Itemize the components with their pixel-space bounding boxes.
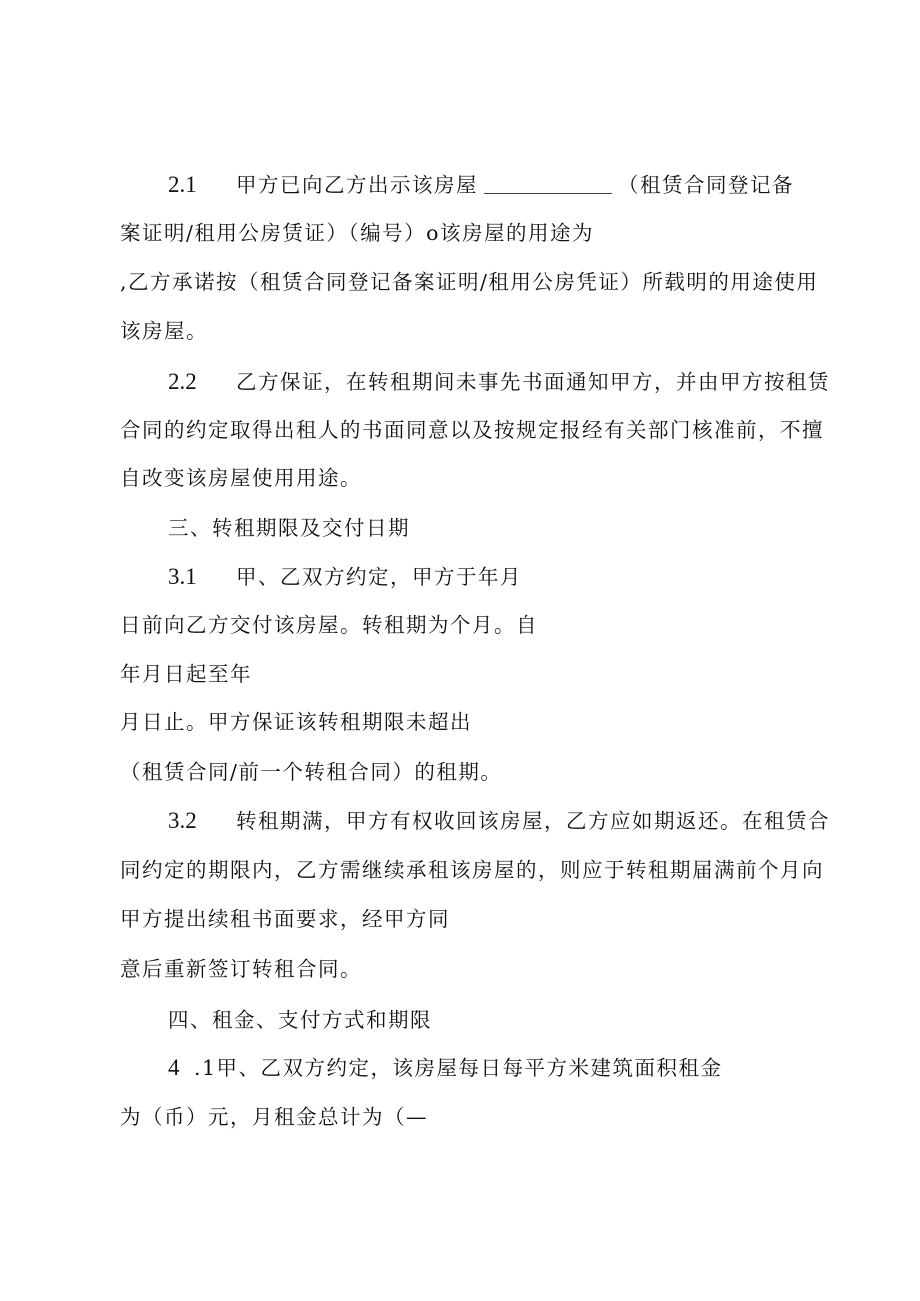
- clause-text: .1甲、乙双方约定，该房屋每日每平方米建筑面积租金: [194, 1056, 723, 1080]
- clause-2-2-line-2: 合同的约定取得出租人的书面同意以及按规定报经有关部门核准前，不擅: [120, 418, 824, 442]
- section-3-heading: 三、转租期限及交付日期: [168, 516, 410, 540]
- clause-3-2-line-3: 甲方提出续租书面要求，经甲方同: [120, 907, 450, 931]
- clause-number: 2.1: [168, 172, 197, 197]
- clause-3-1-line-5: （租赁合同/前一个转租合同）的租期。: [120, 760, 503, 784]
- clause-text: 转租期满，甲方有权收回该房屋，乙方应如期返还。在租赁合: [236, 809, 830, 833]
- clause-text: 乙方保证，在转租期间未事先书面通知甲方，并由甲方按租赁: [236, 370, 830, 394]
- clause-3-1-line-4: 月日止。甲方保证该转租期限未超出: [120, 710, 472, 734]
- clause-number: 3.1: [168, 564, 197, 589]
- clause-number: 4: [168, 1055, 180, 1080]
- clause-text: （租赁合同登记备: [618, 173, 794, 197]
- clause-2-1-line-3: ,乙方承诺按（租赁合同登记备案证明/租用公房凭证）所载明的用途使用: [120, 270, 819, 294]
- clause-text: 甲、乙双方约定，甲方于年月: [236, 565, 522, 589]
- clause-2-1-line-1: [168, 171, 794, 199]
- clause-number: 3.2: [168, 808, 197, 833]
- clause-2-1-line-4: 该房屋。: [120, 319, 208, 343]
- clause-3-1-line-1: [168, 563, 522, 591]
- fill-in-blank: [484, 175, 612, 194]
- clause-3-1-line-2: 日前向乙方交付该房屋。转租期为个月。自: [120, 613, 538, 637]
- clause-2-2-line-1: [168, 368, 830, 396]
- clause-number: 2.2: [168, 369, 197, 394]
- clause-2-1-line-2: 案证明/租用公房赁证）（编号）o该房屋的用途为: [120, 221, 594, 245]
- section-4-heading: 四、租金、支付方式和期限: [168, 1008, 432, 1032]
- clause-4-1-line-1: [168, 1054, 723, 1082]
- clause-3-2-line-1: [168, 807, 830, 835]
- clause-3-2-line-2: 同约定的期限内，乙方需继续承租该房屋的，则应于转租期届满前个月向: [120, 858, 824, 882]
- clause-4-1-line-2: 为（币）元，月租金总计为（—: [120, 1105, 428, 1129]
- clause-3-1-line-3: 年月日起至年: [120, 662, 252, 686]
- clause-2-2-line-3: 自改变该房屋使用用途。: [120, 466, 362, 490]
- clause-3-2-line-4: 意后重新签订转租合同。: [120, 957, 362, 981]
- clause-text: 甲方已向乙方出示该房屋: [236, 173, 478, 197]
